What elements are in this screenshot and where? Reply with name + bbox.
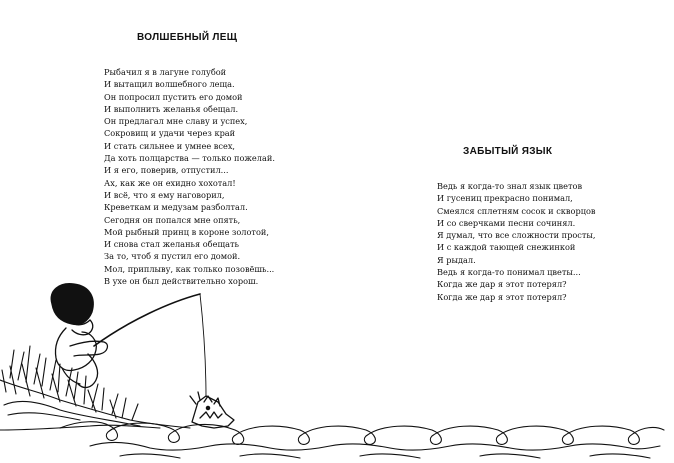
poem-line: И снова стал желанья обещать: [104, 239, 239, 250]
poem-line: И вытащил волшебного леща.: [104, 79, 235, 90]
poem-line: И всё, что я ему наговорил,: [104, 189, 225, 200]
fishing-rod: [94, 294, 200, 346]
poem-line: И выполнить желанья обещал.: [104, 103, 239, 114]
poem-line: Да хоть полцарства — только пожелай.: [104, 153, 275, 164]
poem-line: Я думал, что все сложности просты,: [437, 230, 596, 241]
poem-title-forgotten-language: ЗАБЫТЫЙ ЯЗЫК: [463, 146, 553, 157]
poem-title-magic-bream: ВОЛШЕБНЫЙ ЛЕЩ: [137, 32, 238, 43]
poem-line: И гусениц прекрасно понимал,: [437, 193, 573, 204]
poem-line: Ведь я когда-то знал язык цветов: [437, 181, 583, 191]
poem-line: Креветкам и медузам разболтал.: [104, 202, 248, 213]
poem-magic-bream: [104, 66, 275, 287]
poem-line: И стать сильнее и умнее всех,: [104, 140, 236, 151]
poem-line: За то, чтоб я пустил его домой.: [104, 251, 241, 262]
poem-line: Он предлагал мне славу и успех,: [104, 116, 248, 127]
poem-line: Когда же дар я этот потерял?: [437, 279, 567, 290]
poem-line: И с каждой тающей снежинкой: [437, 242, 576, 253]
poem-line: Он попросил пустить его домой: [104, 91, 243, 102]
poem-line: Ведь я когда-то понимал цветы...: [437, 267, 581, 278]
poem-line: Ах, как же он ехидно хохотал!: [104, 177, 236, 188]
poem-line: И со сверчками песни сочинял.: [437, 217, 576, 228]
poem-line: Рыбачил я в лагуне голубой: [104, 67, 227, 77]
poem-line: Мол, приплыву, как только позовёшь...: [104, 263, 275, 274]
poem-line: Смеялся сплетням сосок и скворцов: [437, 205, 596, 216]
poem-line: Когда же дар я этот потерял?: [437, 291, 567, 302]
fishing-line: [200, 294, 206, 398]
poem-line: Я рыдал.: [437, 254, 476, 265]
poem-line: И я его, поверив, отпустил...: [104, 165, 229, 176]
fishing-boy-illustration: [0, 280, 674, 463]
poem-line: В ухе он был действительно хорош.: [104, 276, 259, 287]
poem-line: Сокровищ и удачи через край: [104, 128, 236, 139]
fish: [190, 392, 234, 428]
poem-line: Мой рыбный принц в короне золотой,: [104, 226, 269, 237]
grass-bank: [0, 346, 190, 430]
poem-line: Сегодня он попался мне опять,: [104, 214, 241, 225]
